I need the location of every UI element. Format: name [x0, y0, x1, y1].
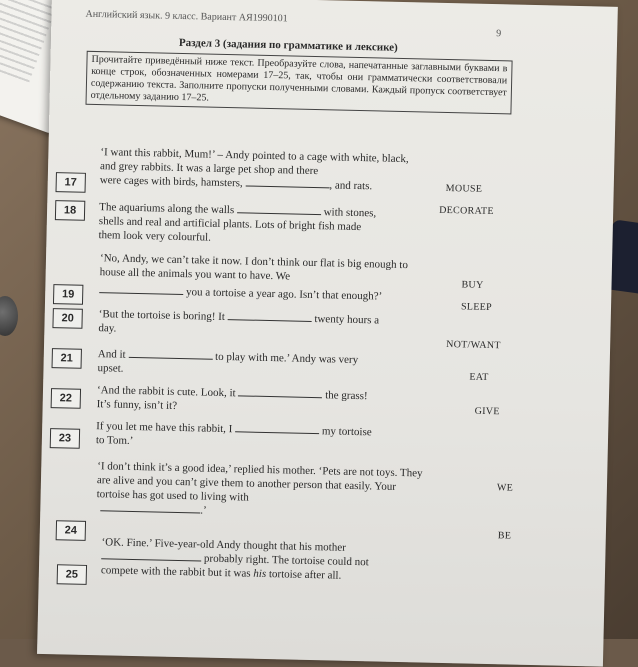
task-24-text-after: .’ [200, 504, 207, 517]
book-text-lines [0, 0, 56, 83]
task-23-text-after: my tortoise [321, 425, 372, 439]
task-20-word: SLEEP [460, 301, 493, 314]
task-number-21: 21 [52, 348, 82, 369]
task-25-line-1: ‘OK. Fine.’ Five-year-old Andy thought that his mother [101, 536, 346, 554]
task-18-text-before: The aquariums along the walls [99, 201, 235, 217]
task-25-emphasis: his [253, 567, 267, 581]
exam-page [37, 0, 618, 667]
task-18-blank[interactable] [237, 212, 321, 215]
task-18-text-after: with stones, [323, 206, 377, 220]
task-number-18: 18 [55, 200, 85, 221]
task-24-blank[interactable] [100, 510, 200, 513]
task-19-text-after: you a tortoise a year ago. Isn’t that enough?’ [185, 286, 383, 303]
task-number-17: 17 [56, 172, 86, 193]
task-21-blank[interactable] [128, 357, 212, 360]
task-number-20: 20 [52, 308, 82, 329]
page-number: 9 [496, 28, 502, 40]
task-20-text-after: twenty hours a [314, 313, 380, 327]
task-19-intro: ‘No, Andy, we can’t take it now. I don’t think our flat is big enough to house all the animals you want to have. We [99, 252, 409, 283]
task-22-line-2: It’s funny, isn’t it? [96, 398, 178, 412]
section-title: Раздел 3 (задания по грамматике и лексике) [178, 36, 398, 54]
task-25-text-b: tortoise after all. [268, 568, 342, 582]
task-18-line-3: them look very colourful. [98, 229, 212, 244]
task-20-text-before: ‘But the tortoise is boring! It [98, 308, 226, 324]
task-number-25: 25 [57, 564, 87, 585]
task-21-line-2: upset. [97, 362, 124, 375]
task-23-blank[interactable] [235, 431, 319, 434]
task-23-line [96, 419, 426, 440]
task-22-word: EAT [469, 371, 489, 384]
task-25-text-a: compete with the rabbit but it was [100, 564, 251, 580]
task-22-blank[interactable] [238, 395, 322, 398]
task-20-blank[interactable] [228, 319, 312, 322]
task-19-blank[interactable] [99, 292, 183, 295]
task-23-text-before: If you let me have this rabbit, I [96, 420, 233, 436]
task-21-text-before: And it [97, 348, 126, 361]
task-20-line-2: day. [98, 322, 117, 335]
task-20-line [99, 307, 429, 328]
task-19-line [99, 283, 429, 304]
task-17-word: MOUSE [445, 182, 483, 195]
task-17-blank[interactable] [245, 185, 329, 188]
task-24-intro: ‘I don’t think it’s a good idea,’ replied his mother. ‘Pets are not toys. They are alive and you can’t give them to another person that easily. Your tortoise has got used to living with [96, 460, 423, 504]
task-23-word: GIVE [474, 405, 500, 418]
task-19-word: BUY [461, 279, 484, 291]
task-18-line-2: shells and real and artificial plants. Lots of bright fish made [98, 215, 362, 234]
task-number-19: 19 [53, 284, 83, 305]
task-24-word: WE [496, 482, 514, 494]
page-header: Английский язык. 9 класс. Вариант АЯ1990101 [85, 8, 288, 25]
task-18-word: DECORATE [439, 204, 494, 218]
task-21-line [98, 347, 428, 368]
task-17-text-before: were cages with birds, hamsters, [99, 174, 243, 190]
task-number-24: 24 [56, 520, 86, 541]
task-22-text-before: ‘And the rabbit is cute. Look, it [96, 384, 236, 400]
task-25-blank[interactable] [101, 558, 201, 561]
task-number-22: 22 [51, 388, 81, 409]
task-25-word: BE [497, 530, 512, 542]
task-21-word: NOT/WANT [446, 339, 501, 352]
task-21-text-after: to play with me.’ Andy was very [214, 350, 359, 367]
task-22-text-after: the grass! [325, 389, 368, 403]
task-17-text-after: , and rats. [329, 179, 373, 193]
instructions-box: Прочитайте приведённый ниже текст. Преобразуйте слова, напечатанные заглавными буквами в конце строк, обозначенных номерами 17–25, так, чтобы они грамматически соответствовали содержанию текста. Заполните пропуски полученными словами. Каждый пропуск соответствует отдельному заданию 17–25. [85, 51, 512, 115]
task-23-line-2: to Tom.’ [95, 434, 134, 447]
task-25-text-after: probably right. The tortoise could not [203, 552, 369, 569]
task-number-23: 23 [50, 428, 80, 449]
intro-paragraph: ‘I want this rabbit, Mum!’ – Andy pointed to a cage with white, black, and grey rabbits. It was a large pet shop and there [99, 146, 409, 178]
